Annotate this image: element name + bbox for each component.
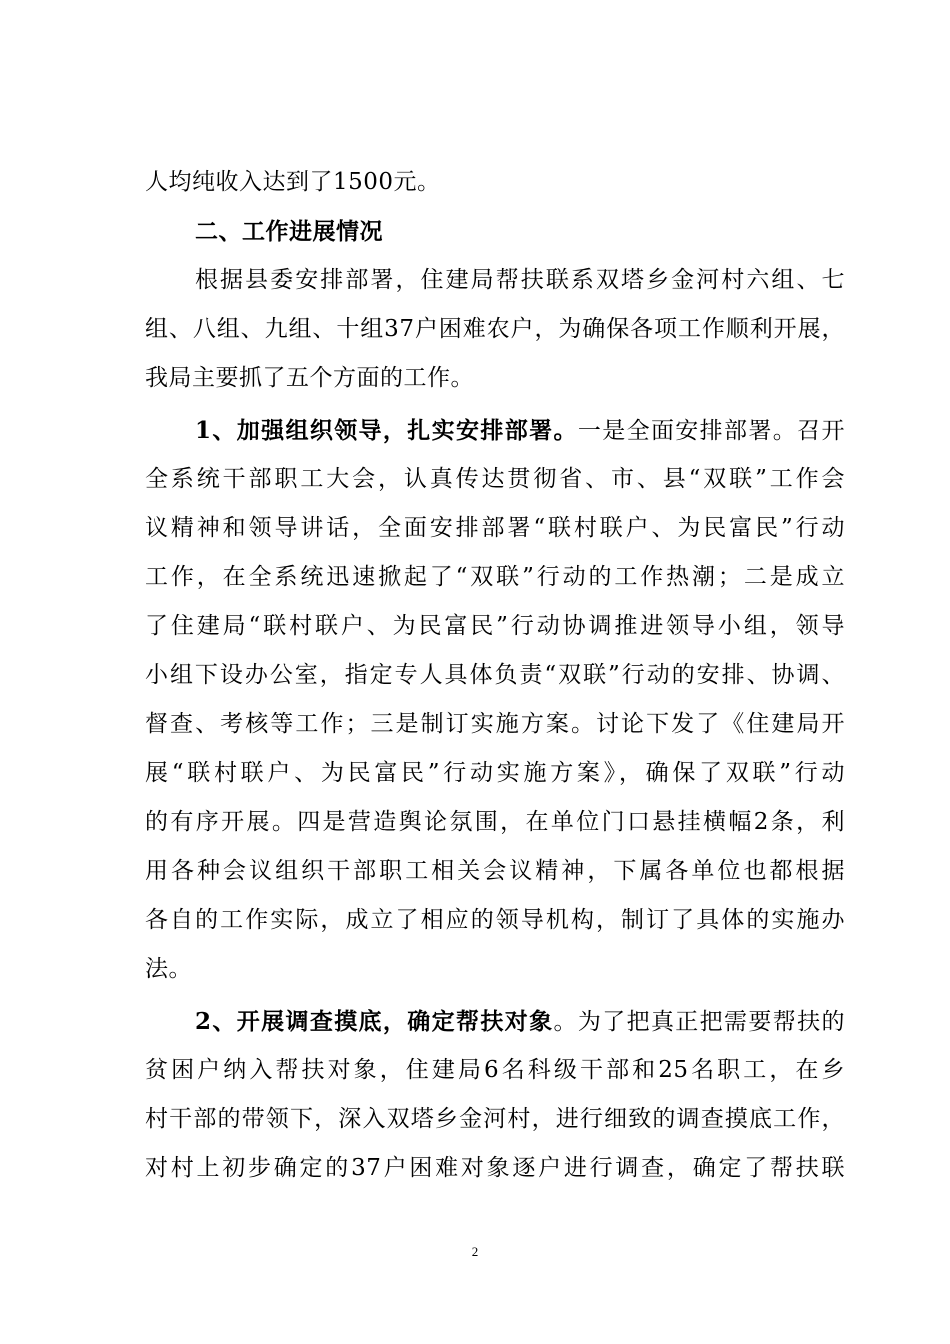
paragraph-line: 议精神和领导讲话，全面安排部署“联村联户、为民富民”行动 [145, 515, 845, 541]
paragraph-line: 对村上初步确定的37户困难对象逐户进行调查，确定了帮扶联 [145, 1155, 845, 1181]
paragraph-line: 各自的工作实际，成立了相应的领导机构，制订了具体的实施办 [145, 907, 845, 933]
paragraph-line [145, 997, 845, 1046]
paragraph-line: 人均纯收入达到了1500元。 [145, 169, 441, 195]
subheading-text: 1、加强组织领导，扎实安排部署。 [195, 417, 578, 444]
paragraph-line: 法。 [145, 956, 192, 982]
page-number: 2 [471, 1244, 479, 1259]
paragraph-line: 贫困户纳入帮扶对象，住建局6名科级干部和25名职工，在乡 [145, 1057, 845, 1083]
body-text [145, 158, 845, 1193]
paragraph-line: 工作，在全系统迅速掀起了“双联”行动的工作热潮；二是成立 [145, 564, 845, 590]
section-heading: 二、工作进展情况 [195, 218, 383, 245]
paragraph-line: 村干部的带领下，深入双塔乡金河村，进行细致的调查摸底工作， [145, 1106, 845, 1132]
paragraph-text: 一是全面安排部署。召开 [577, 418, 845, 444]
paragraph-text: 。为了把真正把需要帮扶的 [553, 1009, 845, 1035]
paragraph-line: 全系统干部职工大会，认真传达贯彻省、市、县“双联”工作会 [145, 466, 845, 492]
paragraph-line: 用各种会议组织干部职工相关会议精神，下属各单位也都根据 [145, 858, 845, 884]
paragraph-line: 的有序开展。四是营造舆论氛围，在单位门口悬挂横幅2条，利 [145, 809, 845, 835]
paragraph-line: 组、八组、九组、十组37户困难农户，为确保各项工作顺利开展， [145, 316, 845, 342]
paragraph-line: 小组下设办公室，指定专人具体负责“双联”行动的安排、协调、 [145, 662, 845, 688]
paragraph-line: 督查、考核等工作；三是制订实施方案。讨论下发了《住建局开 [145, 711, 845, 737]
paragraph-line: 根据县委安排部署，住建局帮扶联系双塔乡金河村六组、七 [195, 267, 845, 293]
paragraph-line: 了住建局“联村联户、为民富民”行动协调推进领导小组，领导 [145, 613, 845, 639]
paragraph-line: 我局主要抓了五个方面的工作。 [145, 365, 474, 391]
paragraph-line [145, 406, 845, 455]
paragraph-line: 展“联村联户、为民富民”行动实施方案》，确保了双联”行动 [145, 760, 845, 786]
subheading-text: 2、开展调查摸底，确定帮扶对象 [195, 1008, 554, 1035]
